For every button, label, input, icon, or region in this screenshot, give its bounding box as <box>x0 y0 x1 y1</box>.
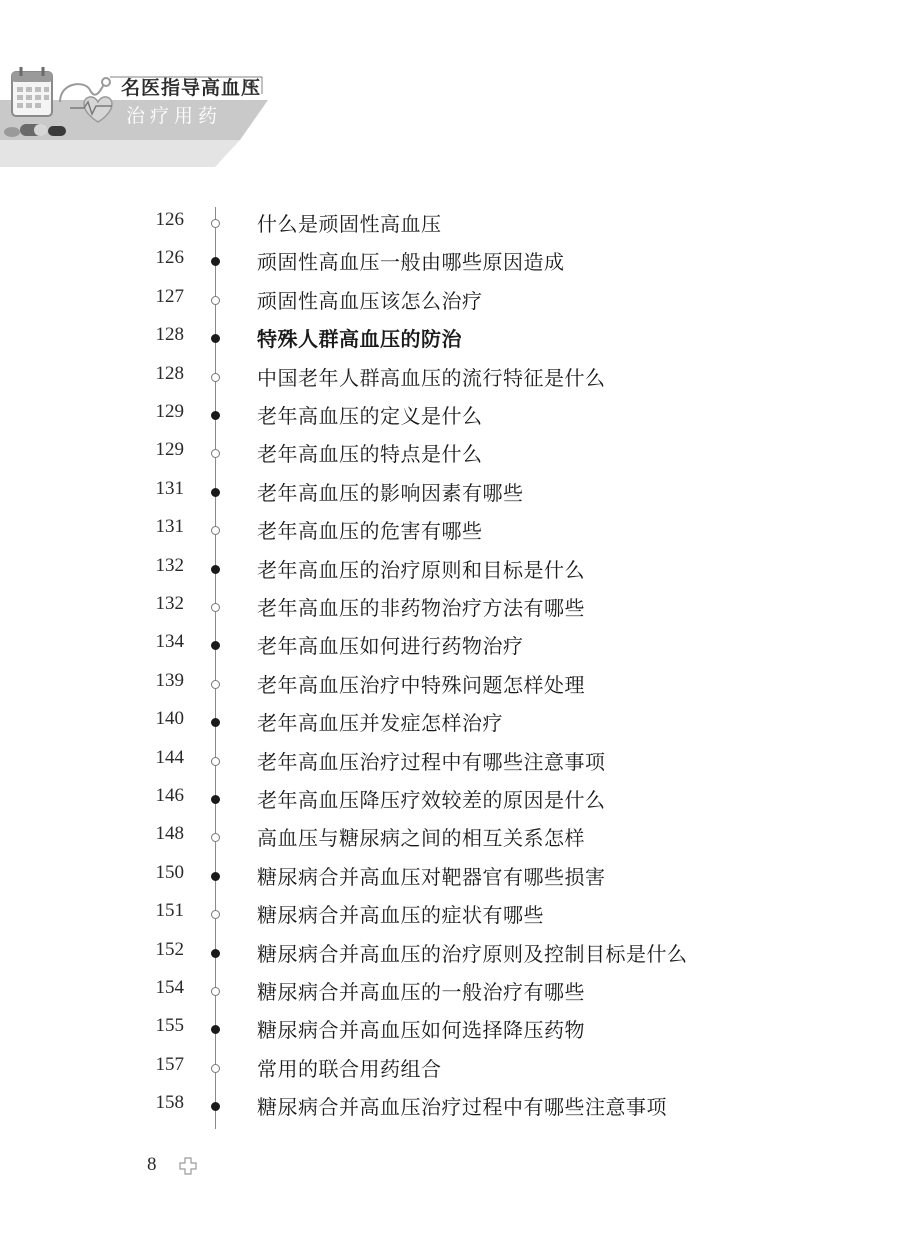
toc-entry[interactable] <box>0 474 900 512</box>
toc-page-number: 151 <box>155 900 184 922</box>
toc-section-heading: 特殊人群高血压的防治 <box>257 327 462 352</box>
toc-page-number: 126 <box>155 247 184 269</box>
hollow-dot-icon <box>211 833 220 842</box>
toc-entry[interactable] <box>0 627 900 665</box>
toc-page-number: 129 <box>155 401 184 422</box>
hollow-dot-icon <box>211 1064 220 1073</box>
filled-dot-icon <box>211 257 220 266</box>
toc-entry[interactable] <box>0 1011 900 1049</box>
toc-page-number: 148 <box>155 823 184 845</box>
toc-page-number: 155 <box>155 1015 184 1037</box>
toc-entry-title: 老年高血压的非药物治疗方法有哪些 <box>257 596 585 620</box>
filled-dot-icon <box>211 949 220 958</box>
toc-entry-title: 常用的联合用药组合 <box>257 1056 442 1081</box>
filled-dot-icon <box>211 1025 220 1034</box>
toc-entry-title: 顽固性高血压一般由哪些原因造成 <box>257 250 565 275</box>
toc-page-number: 157 <box>155 1053 184 1075</box>
toc-page-number: 154 <box>155 977 184 998</box>
toc-page-number: 126 <box>155 209 184 230</box>
toc-entry[interactable] <box>0 666 900 704</box>
toc-entry-title: 糖尿病合并高血压对靶器官有哪些损害 <box>257 864 606 889</box>
toc-entry-title: 老年高血压治疗中特殊问题怎样处理 <box>257 672 585 697</box>
calendar-icon <box>12 67 52 116</box>
toc-entry[interactable] <box>0 512 900 550</box>
toc-entry[interactable] <box>0 589 900 627</box>
toc-entry[interactable] <box>0 858 900 896</box>
toc-page-number: 158 <box>155 1092 184 1114</box>
toc-entry[interactable] <box>0 1050 900 1088</box>
toc-page-number: 128 <box>155 324 184 346</box>
toc-entry-title: 老年高血压的定义是什么 <box>257 404 483 428</box>
filled-dot-icon <box>211 641 220 650</box>
toc-entry-title: 老年高血压的特点是什么 <box>257 442 483 467</box>
toc-page-number: 132 <box>155 554 184 576</box>
toc-page-number: 150 <box>155 861 184 883</box>
hollow-dot-icon <box>211 987 220 996</box>
hollow-dot-icon <box>211 219 220 228</box>
filled-dot-icon <box>211 718 220 727</box>
toc-entry[interactable] <box>0 397 900 435</box>
hollow-dot-icon <box>211 680 220 689</box>
toc-entry[interactable] <box>0 359 900 397</box>
toc-entry[interactable] <box>0 819 900 857</box>
filled-dot-icon <box>211 565 220 574</box>
page-number: 8 <box>147 1154 157 1175</box>
toc-entry-title: 老年高血压的危害有哪些 <box>257 519 483 544</box>
toc-page-number: 144 <box>155 746 184 768</box>
toc-entry-title: 老年高血压的影响因素有哪些 <box>257 480 524 505</box>
hollow-dot-icon <box>211 910 220 919</box>
toc-page-number: 129 <box>155 439 184 461</box>
page-header <box>0 0 900 170</box>
toc-entry[interactable] <box>0 243 900 281</box>
toc-entry-title: 老年高血压治疗过程中有哪些注意事项 <box>257 749 606 774</box>
toc-page-number: 146 <box>155 785 184 806</box>
hollow-dot-icon <box>211 603 220 612</box>
book-subtitle: 治疗用药 <box>126 105 223 127</box>
filled-dot-icon <box>211 488 220 497</box>
toc-entry[interactable] <box>0 743 900 781</box>
toc-entry[interactable] <box>0 435 900 473</box>
filled-dot-icon <box>211 1102 220 1111</box>
toc-entry-title: 糖尿病合并高血压治疗过程中有哪些注意事项 <box>257 1095 667 1120</box>
toc-page-number: 152 <box>155 938 184 960</box>
filled-dot-icon <box>211 795 220 804</box>
toc-entry[interactable] <box>0 205 900 243</box>
toc-entry[interactable] <box>0 896 900 934</box>
toc-entry[interactable] <box>0 551 900 589</box>
hollow-dot-icon <box>211 526 220 535</box>
toc-page-number: 139 <box>155 669 184 691</box>
toc-page-number: 128 <box>155 362 184 384</box>
toc-page-number: 127 <box>155 285 184 307</box>
toc-page-number: 131 <box>155 516 184 538</box>
toc-entry-title: 中国老年人群高血压的流行特征是什么 <box>257 365 606 390</box>
toc-entry-title: 糖尿病合并高血压的治疗原则及控制目标是什么 <box>257 941 688 966</box>
toc-entry[interactable] <box>0 781 900 819</box>
toc-entry-title: 顽固性高血压该怎么治疗 <box>257 288 483 313</box>
filled-dot-icon <box>211 872 220 881</box>
toc-entry-title: 老年高血压并发症怎样治疗 <box>257 711 503 736</box>
toc-entry-title: 糖尿病合并高血压的症状有哪些 <box>257 903 544 928</box>
hollow-dot-icon <box>211 449 220 458</box>
filled-dot-icon <box>211 334 220 343</box>
toc-page-number: 132 <box>155 593 184 614</box>
filled-dot-icon <box>211 411 220 420</box>
toc-entry-title: 什么是顽固性高血压 <box>257 212 442 236</box>
hollow-dot-icon <box>211 373 220 382</box>
toc-entry[interactable] <box>0 282 900 320</box>
book-title: 名医指导高血压 <box>121 77 262 99</box>
toc-entry[interactable] <box>0 973 900 1011</box>
toc-page-number: 140 <box>155 708 184 730</box>
cross-icon <box>179 1157 197 1175</box>
hollow-dot-icon <box>211 757 220 766</box>
toc-entry-title: 糖尿病合并高血压如何选择降压药物 <box>257 1018 585 1043</box>
hollow-dot-icon <box>211 296 220 305</box>
toc-entry-title: 老年高血压的治疗原则和目标是什么 <box>257 557 585 582</box>
toc-entry[interactable] <box>0 320 900 358</box>
ribbon-shadow <box>0 140 240 167</box>
toc-entry[interactable] <box>0 935 900 973</box>
toc-entry-title: 老年高血压降压疗效较差的原因是什么 <box>257 788 606 812</box>
toc-page-number: 131 <box>155 477 184 499</box>
toc-entry-title: 老年高血压如何进行药物治疗 <box>257 634 524 659</box>
toc-page-number: 134 <box>155 631 184 653</box>
toc-entry-title: 高血压与糖尿病之间的相互关系怎样 <box>257 826 585 851</box>
toc-entry-title: 糖尿病合并高血压的一般治疗有哪些 <box>257 980 585 1004</box>
toc-entry[interactable] <box>0 704 900 742</box>
toc-entry[interactable] <box>0 1088 900 1126</box>
